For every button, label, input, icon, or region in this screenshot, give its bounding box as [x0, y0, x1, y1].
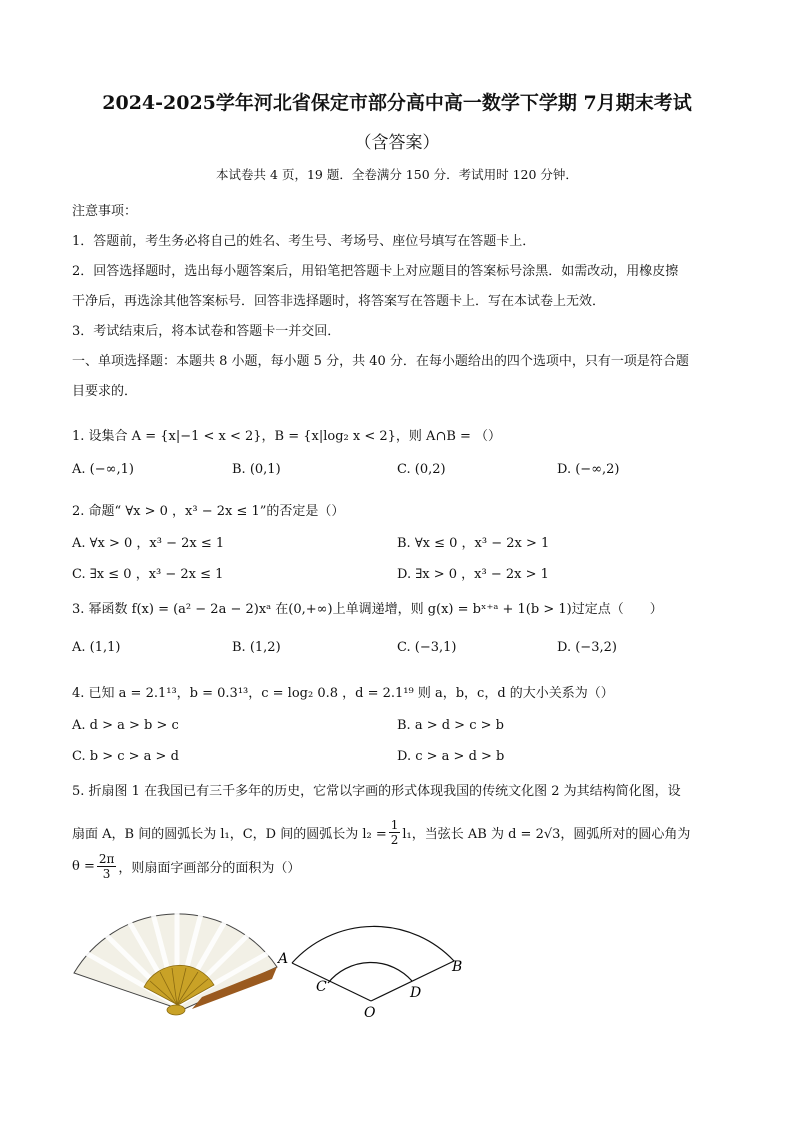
q5-line-3-part-b: ，则扇面字画部分的面积为（） — [118, 861, 301, 876]
q5-theta-den: 3 — [102, 867, 111, 881]
page-subtitle: （含答案） — [354, 133, 440, 153]
q5-line-2-part-a: 扇面 A，B 间的圆弧长为 l₁，C，D 间的圆弧长为 l₂ = — [72, 827, 387, 842]
note-2a: 2．回答选择题时，选出每小题答案后，用铅笔把答题卡上对应题目的答案标号涂黑．如需改动，用橡皮擦 — [72, 264, 679, 279]
question-5-line-2 — [72, 818, 724, 847]
q1-option-c: C. (0,2) — [397, 462, 446, 477]
fan-rivet — [167, 1005, 185, 1015]
note-1: 1．答题前，考生务必将自己的姓名、考生号、考场号、座位号填写在答题卡上． — [72, 234, 536, 249]
q3-option-a: A. (1,1) — [72, 640, 121, 655]
note-2b: 干净后，再选涂其他答案标号．回答非选择题时，将答案写在答题卡上．写在本试卷上无效． — [72, 294, 606, 309]
q1-option-a: A. (−∞,1) — [72, 462, 134, 477]
question-5-line-1: 5. 折扇图 1 在我国已有三千多年的历史，它常以字画的形式体现我国的传统文化图 2 为其结构简化图，设 — [72, 784, 681, 799]
question-2-stem: 2. 命题“ ∀x > 0 ，x³ − 2x ≤ 1”的否定是（） — [72, 504, 345, 519]
inner-arc-cd — [328, 962, 412, 983]
q4-option-c: C. b > c > a > d — [72, 749, 179, 764]
q3-option-d: D. (−3,2) — [557, 640, 617, 655]
q5-theta-fraction — [97, 852, 117, 881]
label-c: C — [316, 979, 327, 995]
q5-fraction-den: 2 — [390, 833, 399, 847]
q5-line-2-part-b: l₁，当弦长 AB 为 d = 2√3，圆弧所对的圆心角为 — [402, 827, 691, 842]
q5-line-3-part-a: θ = — [72, 859, 95, 874]
question-1-stem: 1. 设集合 A = {x|−1 < x < 2}，B = {x|log₂ x < 2}，则 A∩B = （） — [72, 429, 502, 444]
q2-option-a: A. ∀x > 0 ，x³ − 2x ≤ 1 — [72, 536, 225, 551]
q3-option-c: C. (−3,1) — [397, 640, 457, 655]
radius-oa — [292, 963, 371, 1001]
note-3: 3．考试结束后，将本试卷和答题卡一并交回． — [72, 324, 341, 339]
exam-intro: 本试卷共 4 页，19 题．全卷满分 150 分．考试用时 120 分钟． — [216, 167, 578, 182]
q4-option-a: A. d > a > b > c — [72, 718, 179, 733]
question-3-stem: 3. 幂函数 f(x) = (a² − 2a − 2)xᵃ 在(0,+∞)上单调递增，则 g(x) = bˣ⁺ᵃ + 1(b > 1)过定点（ ） — [72, 602, 663, 617]
q2-option-c: C. ∃x ≤ 0 ，x³ − 2x ≤ 1 — [72, 567, 224, 582]
label-o: O — [364, 1005, 376, 1020]
q5-fraction-half — [389, 818, 401, 847]
q5-fraction-num: 1 — [390, 818, 399, 832]
question-5-line-3 — [72, 852, 724, 881]
q1-option-b: B. (0,1) — [232, 462, 281, 477]
q3-option-b: B. (1,2) — [232, 640, 281, 655]
q5-theta-num: 2π — [98, 852, 115, 866]
q2-option-b: B. ∀x ≤ 0 ，x³ − 2x > 1 — [397, 536, 550, 551]
section-1-line-1: 一、单项选择题：本题共 8 小题，每小题 5 分，共 40 分．在每小题给出的四个选项中，只有一项是符合题 — [72, 354, 689, 369]
q4-option-b: B. a > d > c > b — [397, 718, 504, 733]
label-b: B — [452, 959, 463, 975]
q1-option-d: D. (−∞,2) — [557, 462, 620, 477]
question-4-stem: 4. 已知 a = 2.1¹³，b = 0.3¹³，c = log₂ 0.8 ，d = 2.1¹⁹ 则 a，b，c，d 的大小关系为（） — [72, 686, 614, 701]
page-title: 2024-2025学年河北省保定市部分高中高一数学下学期 7月期末考试 — [102, 92, 692, 114]
section-1-line-2: 目要求的． — [72, 384, 138, 399]
label-d: D — [410, 985, 422, 1001]
outer-arc-ab — [292, 926, 454, 963]
folding-fan-image — [72, 905, 282, 1020]
q2-option-d: D. ∃x > 0 ，x³ − 2x > 1 — [397, 567, 549, 582]
label-a: A — [278, 951, 289, 967]
fan-structure-diagram — [270, 905, 480, 1020]
notes-heading: 注意事项： — [72, 204, 138, 219]
q4-option-d: D. c > a > d > b — [397, 749, 505, 764]
